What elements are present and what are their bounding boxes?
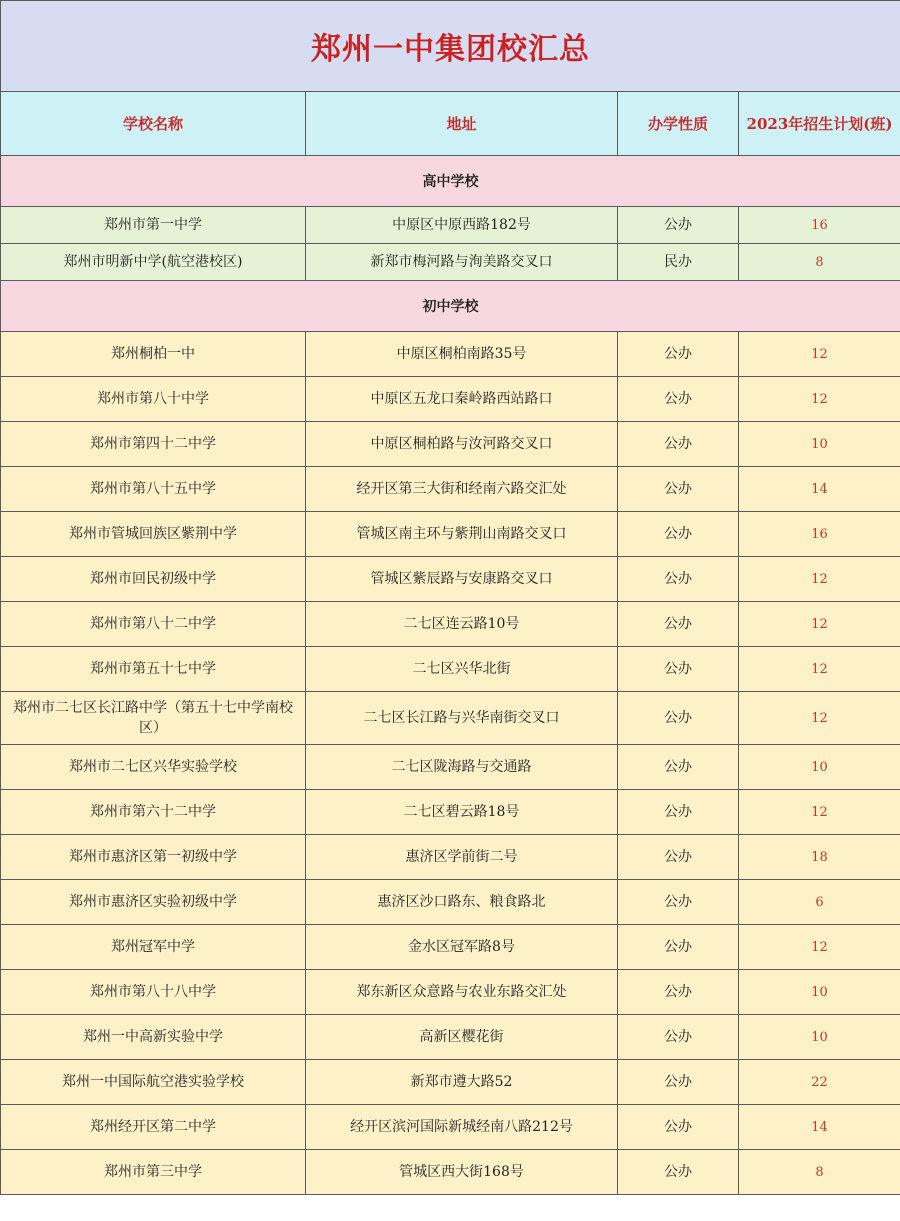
nature-cell: 公办 [618,1150,739,1195]
address-cell: 中原区中原西路182号 [306,207,618,244]
enrollment-plan-cell: 12 [739,790,900,835]
table-row [1,602,900,647]
nature-cell: 公办 [618,835,739,880]
table-row [1,790,900,835]
school-name-cell: 郑州市第三中学 [1,1150,306,1195]
table-row [1,1015,900,1060]
address-cell: 二七区陇海路与交通路 [306,745,618,790]
school-name-cell: 郑州市第五十七中学 [1,647,306,692]
column-header-nature: 办学性质 [618,92,739,156]
column-header-name: 学校名称 [1,92,306,156]
nature-cell: 公办 [618,1060,739,1105]
table-body [1,156,900,1195]
table-row [1,377,900,422]
table-row [1,925,900,970]
nature-cell: 公办 [618,880,739,925]
address-cell: 二七区碧云路18号 [306,790,618,835]
school-name-cell: 郑州市第四十二中学 [1,422,306,467]
school-name-cell: 郑州市惠济区实验初级中学 [1,880,306,925]
address-cell: 经开区滨河国际新城经南八路212号 [306,1105,618,1150]
school-name-cell: 郑州市二七区兴华实验学校 [1,745,306,790]
nature-cell: 公办 [618,512,739,557]
address-cell: 惠济区学前街二号 [306,835,618,880]
address-cell: 中原区桐柏路与汝河路交叉口 [306,422,618,467]
address-cell: 二七区连云路10号 [306,602,618,647]
enrollment-plan-cell: 6 [739,880,900,925]
table-row [1,557,900,602]
table-row [1,880,900,925]
enrollment-plan-cell: 14 [739,1105,900,1150]
page-title: 郑州一中集团校汇总 [1,1,900,92]
school-name-cell: 郑州市第八十八中学 [1,970,306,1015]
school-name-cell: 郑州市管城回族区紫荆中学 [1,512,306,557]
school-name-cell: 郑州市二七区长江路中学（第五十七中学南校区） [1,692,306,745]
school-name-cell: 郑州市第六十二中学 [1,790,306,835]
school-name-cell: 郑州一中高新实验中学 [1,1015,306,1060]
address-cell: 二七区长江路与兴华南街交叉口 [306,692,618,745]
address-cell: 惠济区沙口路东、粮食路北 [306,880,618,925]
column-header-plan: 2023年招生计划(班) [739,92,900,156]
enrollment-plan-cell: 12 [739,602,900,647]
enrollment-plan-cell: 12 [739,332,900,377]
table-row [1,970,900,1015]
nature-cell: 公办 [618,925,739,970]
enrollment-plan-cell: 12 [739,647,900,692]
table-row [1,512,900,557]
school-name-cell: 郑州市第八十二中学 [1,602,306,647]
enrollment-plan-cell: 10 [739,745,900,790]
table-row [1,745,900,790]
nature-cell: 民办 [618,244,739,281]
nature-cell: 公办 [618,467,739,512]
table-row [1,207,900,244]
address-cell: 管城区南主环与紫荆山南路交叉口 [306,512,618,557]
address-cell: 管城区西大街168号 [306,1150,618,1195]
address-cell: 郑东新区众意路与农业东路交汇处 [306,970,618,1015]
enrollment-plan-cell: 16 [739,512,900,557]
address-cell: 新郑市梅河路与洵美路交叉口 [306,244,618,281]
table-row [1,835,900,880]
address-cell: 管城区紫辰路与安康路交叉口 [306,557,618,602]
table-row [1,1150,900,1195]
table-row [1,332,900,377]
section-header-row [1,156,900,207]
nature-cell: 公办 [618,602,739,647]
enrollment-plan-cell: 16 [739,207,900,244]
school-name-cell: 郑州经开区第二中学 [1,1105,306,1150]
enrollment-plan-cell: 12 [739,557,900,602]
enrollment-plan-cell: 10 [739,1015,900,1060]
nature-cell: 公办 [618,422,739,467]
nature-cell: 公办 [618,1105,739,1150]
section-label: 初中学校 [1,281,900,332]
enrollment-plan-cell: 12 [739,692,900,745]
table-header-row [1,92,900,156]
nature-cell: 公办 [618,207,739,244]
column-header-address: 地址 [306,92,618,156]
address-cell: 高新区樱花街 [306,1015,618,1060]
enrollment-plan-cell: 8 [739,244,900,281]
nature-cell: 公办 [618,1015,739,1060]
table-row [1,467,900,512]
enrollment-plan-cell: 12 [739,377,900,422]
school-name-cell: 郑州市第八十五中学 [1,467,306,512]
section-header-row [1,281,900,332]
address-cell: 金水区冠军路8号 [306,925,618,970]
nature-cell: 公办 [618,647,739,692]
table-row [1,692,900,745]
address-cell: 经开区第三大街和经南六路交汇处 [306,467,618,512]
enrollment-plan-cell: 22 [739,1060,900,1105]
school-name-cell: 郑州一中国际航空港实验学校 [1,1060,306,1105]
table-row [1,244,900,281]
enrollment-plan-cell: 10 [739,970,900,1015]
section-label: 高中学校 [1,156,900,207]
address-cell: 中原区桐柏南路35号 [306,332,618,377]
table-row [1,1060,900,1105]
school-name-cell: 郑州冠军中学 [1,925,306,970]
school-name-cell: 郑州市第一中学 [1,207,306,244]
school-name-cell: 郑州市明新中学(航空港校区) [1,244,306,281]
enrollment-plan-cell: 8 [739,1150,900,1195]
table-row [1,1105,900,1150]
address-cell: 二七区兴华北街 [306,647,618,692]
nature-cell: 公办 [618,692,739,745]
enrollment-plan-cell: 12 [739,925,900,970]
enrollment-plan-cell: 18 [739,835,900,880]
table-row [1,647,900,692]
nature-cell: 公办 [618,745,739,790]
enrollment-plan-cell: 10 [739,422,900,467]
nature-cell: 公办 [618,377,739,422]
nature-cell: 公办 [618,332,739,377]
enrollment-plan-cell: 14 [739,467,900,512]
school-name-cell: 郑州市回民初级中学 [1,557,306,602]
school-name-cell: 郑州桐柏一中 [1,332,306,377]
address-cell: 中原区五龙口秦岭路西站路口 [306,377,618,422]
nature-cell: 公办 [618,557,739,602]
school-name-cell: 郑州市第八十中学 [1,377,306,422]
nature-cell: 公办 [618,970,739,1015]
school-name-cell: 郑州市惠济区第一初级中学 [1,835,306,880]
table-row [1,422,900,467]
address-cell: 新郑市遵大路52 [306,1060,618,1105]
nature-cell: 公办 [618,790,739,835]
